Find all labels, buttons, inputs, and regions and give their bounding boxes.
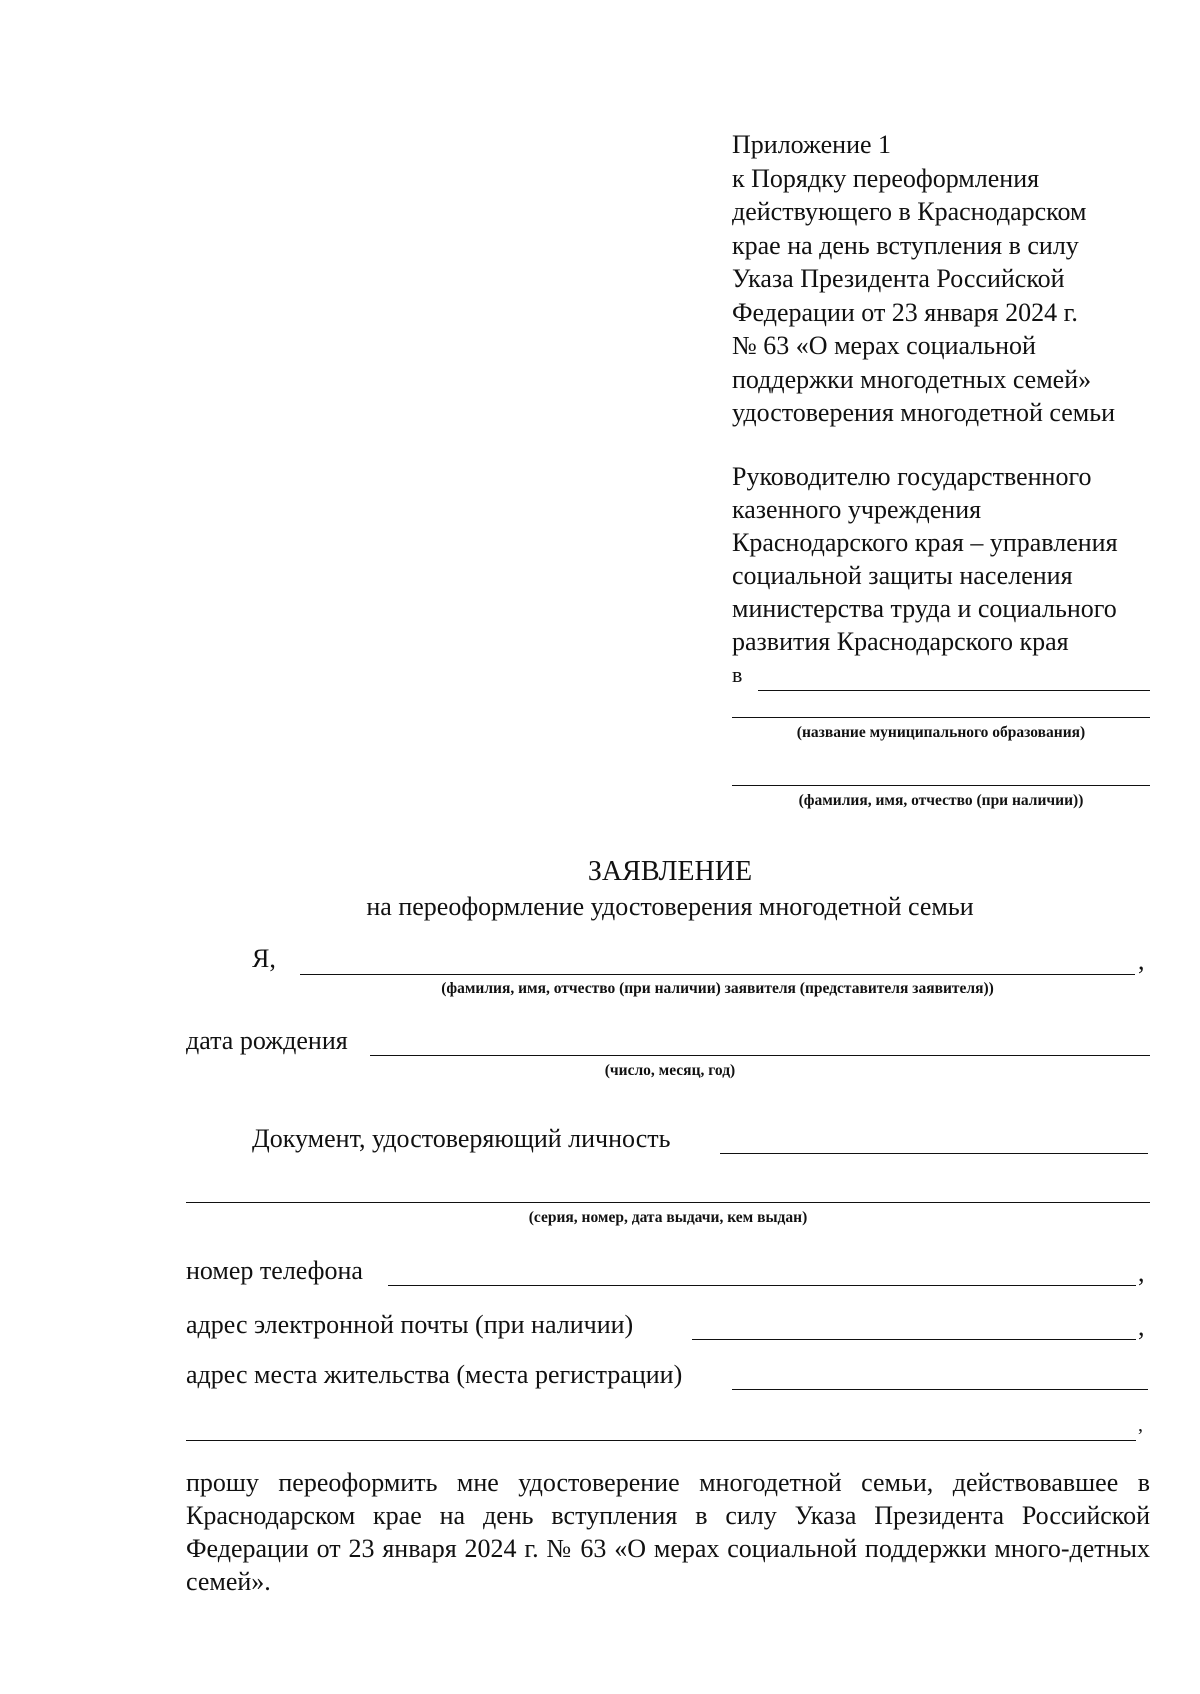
address-label: адрес места жительства (места регистрации) [186,1360,683,1389]
appendix-line: № 63 «О мерах социальной [732,331,1036,360]
email-label: адрес электронной почты (при наличии) [186,1310,634,1339]
address-line-1[interactable] [732,1389,1148,1390]
id-doc-line-1[interactable] [720,1153,1148,1154]
id-doc-line-2[interactable] [186,1202,1150,1203]
email-line[interactable] [692,1339,1136,1340]
appendix-block [732,128,1172,430]
addressee-line: министерства труда и социального [732,594,1117,623]
phone-line[interactable] [388,1285,1136,1286]
address-comma: , [1138,1414,1143,1436]
addressee-line: развития Краснодарского края [732,627,1069,656]
appendix-line: поддержки многодетных семей» [732,364,1092,394]
appendix-line: удостоверения многодетной семьи [732,398,1116,427]
addressee-line: Руководителю государственного [732,462,1092,491]
municipality-line-1[interactable] [758,690,1150,691]
appendix-line: крае на день вступления в силу [732,230,1079,260]
phone-label: номер телефона [186,1256,363,1285]
applicant-comma: , [1138,946,1145,975]
birth-caption: (число, месяц, год) [604,1062,736,1079]
addressee-block [732,460,1172,658]
document-title: ЗАЯВЛЕНИЕ [587,856,753,887]
fio-caption: (фамилия, имя, отчество (при наличии)) [798,792,1084,809]
request-paragraph: прошу переоформить мне удостоверение многодетной семьи, действовавшее в Краснодарском крае на день вступления в силу Указа Президента Российской Федерации от 23 января 2024 г. № 63 «О мерах социальной поддержки много-детных семей». [186,1468,1150,1596]
fio-line[interactable] [732,785,1150,786]
appendix-line: действующего в Краснодарском [732,197,1087,226]
appendix-line: Приложение 1 [732,130,892,159]
address-line-2[interactable] [186,1440,1136,1441]
id-doc-caption: (серия, номер, дата выдачи, кем выдан) [528,1209,808,1226]
addressee-line: казенного учреждения [732,495,982,524]
birth-label: дата рождения [186,1026,348,1055]
appendix-line: Федерации от 23 января 2024 г. [732,297,1078,327]
appendix-line: к Порядку переоформления [732,163,1040,193]
applicant-prefix: Я, [252,944,276,973]
email-comma: , [1138,1312,1145,1341]
applicant-line[interactable] [300,974,1135,975]
applicant-caption: (фамилия, имя, отчество (при наличии) заявителя (представителя заявителя)) [441,980,994,997]
id-doc-label: Документ, удостоверяющий личность [252,1124,671,1153]
addressee-line: социальной защиты населения [732,561,1073,590]
in-prefix: в [732,662,743,687]
birth-line[interactable] [370,1055,1150,1056]
phone-comma: , [1138,1258,1145,1287]
municipality-caption: (название муниципального образования) [796,724,1086,741]
municipality-line-2[interactable] [732,717,1150,718]
document-subtitle: на переоформление удостоверения многодетной семьи [366,892,974,921]
addressee-line: Краснодарского края – управления [732,528,1118,557]
appendix-line: Указа Президента Российской [732,264,1065,293]
